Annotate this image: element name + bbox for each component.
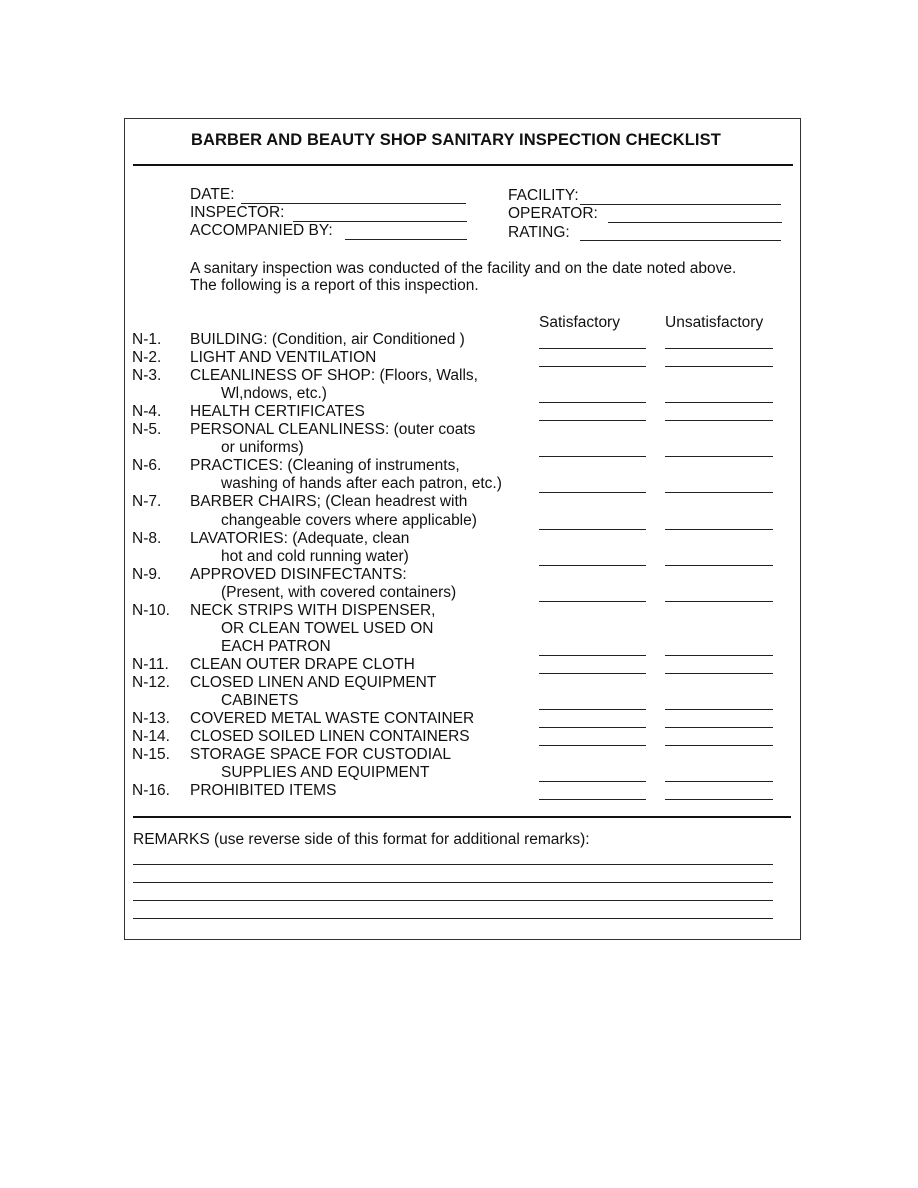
remarks-line[interactable] (133, 882, 773, 883)
unsatisfactory-mark-line[interactable] (665, 601, 773, 602)
unsatisfactory-mark-line[interactable] (665, 366, 773, 367)
item-number: N-3. (132, 367, 162, 385)
item-text-continued: EACH PATRON (221, 637, 331, 655)
item-text: CLOSED SOILED LINEN CONTAINERS (190, 728, 470, 746)
satisfactory-mark-line[interactable] (539, 799, 646, 800)
item-text: PRACTICES: (Cleaning of instruments, (190, 457, 460, 475)
item-number: N-6. (132, 457, 162, 475)
item-number: N-8. (132, 529, 162, 547)
satisfactory-mark-line[interactable] (539, 655, 646, 656)
facility-label: FACILITY: (508, 187, 579, 204)
item-text: LIGHT AND VENTILATION (190, 349, 377, 367)
satisfactory-mark-line[interactable] (539, 601, 646, 602)
item-text-continued: or uniforms) (221, 439, 304, 457)
item-text: BARBER CHAIRS; (Clean headrest with (190, 493, 468, 511)
satisfactory-mark-line[interactable] (539, 781, 646, 782)
satisfactory-header: Satisfactory (539, 314, 620, 331)
intro-line-2: The following is a report of this inspection. (190, 277, 479, 294)
item-text: CLOSED LINEN AND EQUIPMENT (190, 673, 437, 691)
satisfactory-mark-line[interactable] (539, 348, 646, 349)
item-number: N-12. (132, 673, 170, 691)
accompanied-by-field[interactable] (345, 239, 467, 240)
item-text-continued: washing of hands after each patron, etc.) (221, 475, 502, 493)
unsatisfactory-mark-line[interactable] (665, 420, 773, 421)
item-text: LAVATORIES: (Adequate, clean (190, 529, 410, 547)
item-text: COVERED METAL WASTE CONTAINER (190, 710, 475, 728)
unsatisfactory-mark-line[interactable] (665, 456, 773, 457)
item-number: N-14. (132, 728, 170, 746)
item-text-continued: changeable covers where applicable) (221, 511, 477, 529)
item-text-continued: (Present, with covered containers) (221, 583, 457, 601)
item-text: NECK STRIPS WITH DISPENSER, (190, 601, 436, 619)
satisfactory-mark-line[interactable] (539, 529, 646, 530)
item-number: N-5. (132, 421, 162, 439)
remarks-line[interactable] (133, 900, 773, 901)
item-number: N-2. (132, 349, 162, 367)
item-number: N-13. (132, 710, 170, 728)
form-title: BARBER AND BEAUTY SHOP SANITARY INSPECTION CHECKLIST (191, 131, 721, 149)
remarks-line[interactable] (133, 918, 773, 919)
unsatisfactory-mark-line[interactable] (665, 727, 773, 728)
satisfactory-mark-line[interactable] (539, 709, 646, 710)
unsatisfactory-mark-line[interactable] (665, 492, 773, 493)
item-text-continued: OR CLEAN TOWEL USED ON (221, 619, 434, 637)
facility-field[interactable] (580, 204, 781, 205)
item-text: CLEANLINESS OF SHOP: (Floors, Walls, (190, 367, 478, 385)
item-text: PERSONAL CLEANLINESS: (outer coats (190, 421, 476, 439)
item-number: N-7. (132, 493, 162, 511)
operator-label: OPERATOR: (508, 205, 598, 222)
operator-field[interactable] (608, 222, 782, 223)
item-number: N-16. (132, 782, 170, 800)
unsatisfactory-mark-line[interactable] (665, 348, 773, 349)
item-number: N-10. (132, 601, 170, 619)
inspector-label: INSPECTOR: (190, 204, 285, 221)
unsatisfactory-mark-line[interactable] (665, 655, 773, 656)
satisfactory-mark-line[interactable] (539, 492, 646, 493)
unsatisfactory-mark-line[interactable] (665, 402, 773, 403)
rating-field[interactable] (580, 240, 781, 241)
satisfactory-mark-line[interactable] (539, 420, 646, 421)
satisfactory-mark-line[interactable] (539, 456, 646, 457)
item-text: PROHIBITED ITEMS (190, 782, 337, 800)
accompanied-by-label: ACCOMPANIED BY: (190, 222, 333, 239)
satisfactory-mark-line[interactable] (539, 402, 646, 403)
unsatisfactory-mark-line[interactable] (665, 799, 773, 800)
satisfactory-mark-line[interactable] (539, 366, 646, 367)
unsatisfactory-mark-line[interactable] (665, 781, 773, 782)
intro-line-1: A sanitary inspection was conducted of the facility and on the date noted above. (190, 260, 737, 277)
item-text-continued: CABINETS (221, 692, 299, 709)
item-text-continued: Wl,ndows, etc.) (221, 385, 327, 403)
unsatisfactory-mark-line[interactable] (665, 529, 773, 530)
item-text: STORAGE SPACE FOR CUSTODIAL (190, 746, 451, 764)
unsatisfactory-header: Unsatisfactory (665, 314, 764, 331)
date-label: DATE: (190, 186, 235, 203)
item-text-continued: SUPPLIES AND EQUIPMENT (221, 764, 430, 782)
item-text: HEALTH CERTIFICATES (190, 403, 365, 421)
remarks-label: REMARKS (use reverse side of this format for additional remarks): (133, 831, 590, 848)
satisfactory-mark-line[interactable] (539, 727, 646, 728)
unsatisfactory-mark-line[interactable] (665, 673, 773, 674)
remarks-divider (133, 816, 791, 818)
item-number: N-15. (132, 746, 170, 764)
unsatisfactory-mark-line[interactable] (665, 709, 773, 710)
title-divider (133, 164, 793, 166)
item-number: N-9. (132, 565, 162, 583)
satisfactory-mark-line[interactable] (539, 673, 646, 674)
item-number: N-11. (132, 655, 169, 673)
item-number: N-4. (132, 403, 162, 421)
unsatisfactory-mark-line[interactable] (665, 565, 773, 566)
unsatisfactory-mark-line[interactable] (665, 745, 773, 746)
item-text: BUILDING: (Condition, air Conditioned ) (190, 331, 465, 348)
item-text: CLEAN OUTER DRAPE CLOTH (190, 655, 415, 673)
remarks-line[interactable] (133, 864, 773, 865)
satisfactory-mark-line[interactable] (539, 745, 646, 746)
item-text-continued: hot and cold running water) (221, 547, 409, 565)
rating-label: RATING: (508, 224, 570, 241)
item-text: APPROVED DISINFECTANTS: (190, 565, 407, 583)
item-number: N-1. (132, 331, 162, 348)
satisfactory-mark-line[interactable] (539, 565, 646, 566)
